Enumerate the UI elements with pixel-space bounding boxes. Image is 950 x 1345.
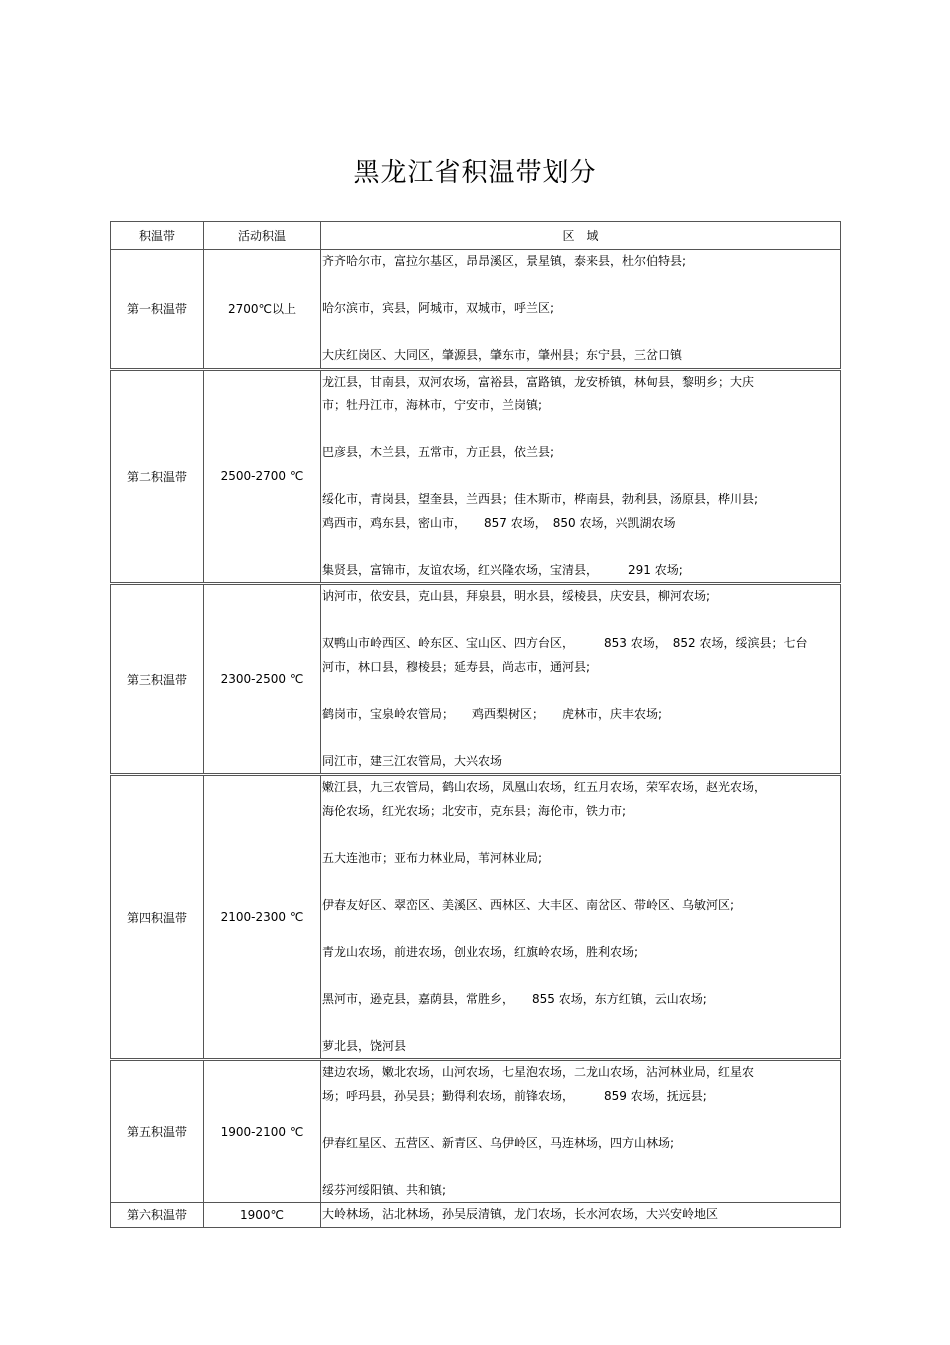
region-line (322, 418, 840, 442)
header-temp: 活动积温 (204, 222, 321, 250)
header-band: 积温带 (111, 222, 204, 250)
region-line: 同江市，建三江农管局，大兴农场 (322, 753, 503, 768)
temperature-cell: 2300-2500 ℃ (204, 584, 321, 775)
regions-cell (321, 584, 841, 775)
region-line: 集贤县，富锦市，友谊农场，红兴隆农场，宝清县， 291 农场; (322, 562, 683, 577)
region-line: 市；牡丹江市，海林市，宁安市，兰岗镇; (322, 398, 543, 412)
region-line: 场；呼玛县，孙吴县；勤得利农场，前锋农场， 859 农场，抚远县; (322, 1088, 707, 1103)
regions-cell (321, 369, 841, 584)
region-line: 巴彦县，木兰县，五常市，方正县，依兰县; (322, 445, 555, 459)
region-line: 双鸭山市岭西区、岭东区、宝山区、四方台区， 853 农场， 852 农场，绥滨县；七台 (322, 636, 808, 650)
table-row (111, 369, 841, 584)
region-line: 青龙山农场，前进农场，创业农场，红旗岭农场，胜利农场; (322, 944, 639, 959)
region-line: 绥化市，青岗县，望奎县，兰西县；佳木斯市，桦南县，勃利县，汤原县，桦川县; (322, 492, 759, 506)
region-line (322, 465, 840, 489)
region-line (322, 964, 840, 988)
temperature-cell: 1900℃ (204, 1203, 321, 1228)
region-line: 嫩江县，九三农管局，鹤山农场，凤凰山农场，红五月农场，荣军农场，赵光农场， (322, 780, 767, 794)
region-line (322, 535, 840, 559)
region-line: 伊春友好区、翠峦区、美溪区、西林区、大丰区、南岔区、带岭区、乌敏河区; (322, 897, 735, 912)
table-row (111, 1203, 841, 1228)
region-line: 河市，林口县，穆棱县；延寿县，尚志市，通河县; (322, 659, 591, 674)
region-line: 黑河市，逊克县，嘉荫县，常胜乡， 855 农场，东方红镇，云山农场; (322, 991, 707, 1006)
region-line: 建边农场，嫩北农场，山河农场，七星泡农场，二龙山农场，沾河林业局，红星农 (322, 1065, 755, 1079)
region-line: 龙江县，甘南县，双河农场，富裕县，富路镇，龙安桥镇，林甸县，黎明乡；大庆 (322, 374, 755, 389)
temperature-cell: 2700℃以上 (204, 250, 321, 370)
region-line (322, 321, 840, 345)
regions-cell (321, 250, 841, 370)
region-line (322, 823, 840, 847)
region-line (322, 870, 840, 894)
region-line (322, 609, 840, 633)
temperature-cell: 2100-2300 ℃ (204, 775, 321, 1060)
region-line: 鸡西市，鸡东县，密山市， 857 农场， 850 农场，兴凯湖农场 (322, 515, 676, 530)
region-line (322, 917, 840, 941)
region-line: 萝北县，饶河县 (322, 1038, 407, 1053)
band-cell: 第二积温带 (111, 369, 204, 584)
table-body (111, 250, 841, 1228)
region-line: 大庆红岗区、大同区，肇源县，肇东市，肇州县；东宁县，三岔口镇 (322, 348, 683, 362)
region-line (322, 679, 840, 703)
regions-cell (321, 775, 841, 1060)
document-title: 黑龙江省积温带划分 (353, 158, 597, 188)
region-line: 哈尔滨市，宾县，阿城市，双城市，呼兰区; (322, 301, 555, 315)
regions-cell (321, 1203, 841, 1228)
band-cell: 第一积温带 (111, 250, 204, 370)
band-cell: 第六积温带 (111, 1203, 204, 1228)
regions-cell (321, 1060, 841, 1203)
temperature-cell: 2500-2700 ℃ (204, 369, 321, 584)
band-cell: 第三积温带 (111, 584, 204, 775)
region-line (322, 274, 840, 298)
band-cell: 第四积温带 (111, 775, 204, 1060)
region-line: 讷河市，依安县，克山县，拜泉县，明水县，绥棱县，庆安县，柳河农场; (322, 589, 711, 603)
temperature-zone-table (110, 221, 841, 1228)
region-line: 绥芬河绥阳镇、共和镇; (322, 1182, 447, 1197)
region-line (322, 1011, 840, 1035)
region-line: 五大连池市；亚布力林业局，苇河林业局; (322, 850, 543, 865)
region-line: 大岭林场，沾北林场，孙吴辰清镇，龙门农场，长水河农场，大兴安岭地区 (322, 1207, 719, 1221)
table-row (111, 250, 841, 370)
table-header-row (111, 222, 841, 250)
header-region: 区 域 (321, 222, 841, 250)
region-line (322, 1155, 840, 1179)
region-line: 鹤岗市，宝泉岭农管局； 鸡西梨树区； 虎林市，庆丰农场; (322, 706, 663, 721)
temperature-cell: 1900-2100 ℃ (204, 1060, 321, 1203)
region-line: 伊春红星区、五营区、新青区、乌伊岭区，马连林场，四方山林场; (322, 1135, 675, 1150)
table-row (111, 584, 841, 775)
band-cell: 第五积温带 (111, 1060, 204, 1203)
region-line: 海伦农场，红光农场；北安市，克东县；海伦市，铁力市; (322, 803, 627, 818)
region-line (322, 1108, 840, 1132)
region-line (322, 726, 840, 750)
region-line: 齐齐哈尔市，富拉尔基区，昂昂溪区，景星镇，泰来县，杜尔伯特县; (322, 254, 687, 268)
table-row (111, 1060, 841, 1203)
table-row (111, 775, 841, 1060)
